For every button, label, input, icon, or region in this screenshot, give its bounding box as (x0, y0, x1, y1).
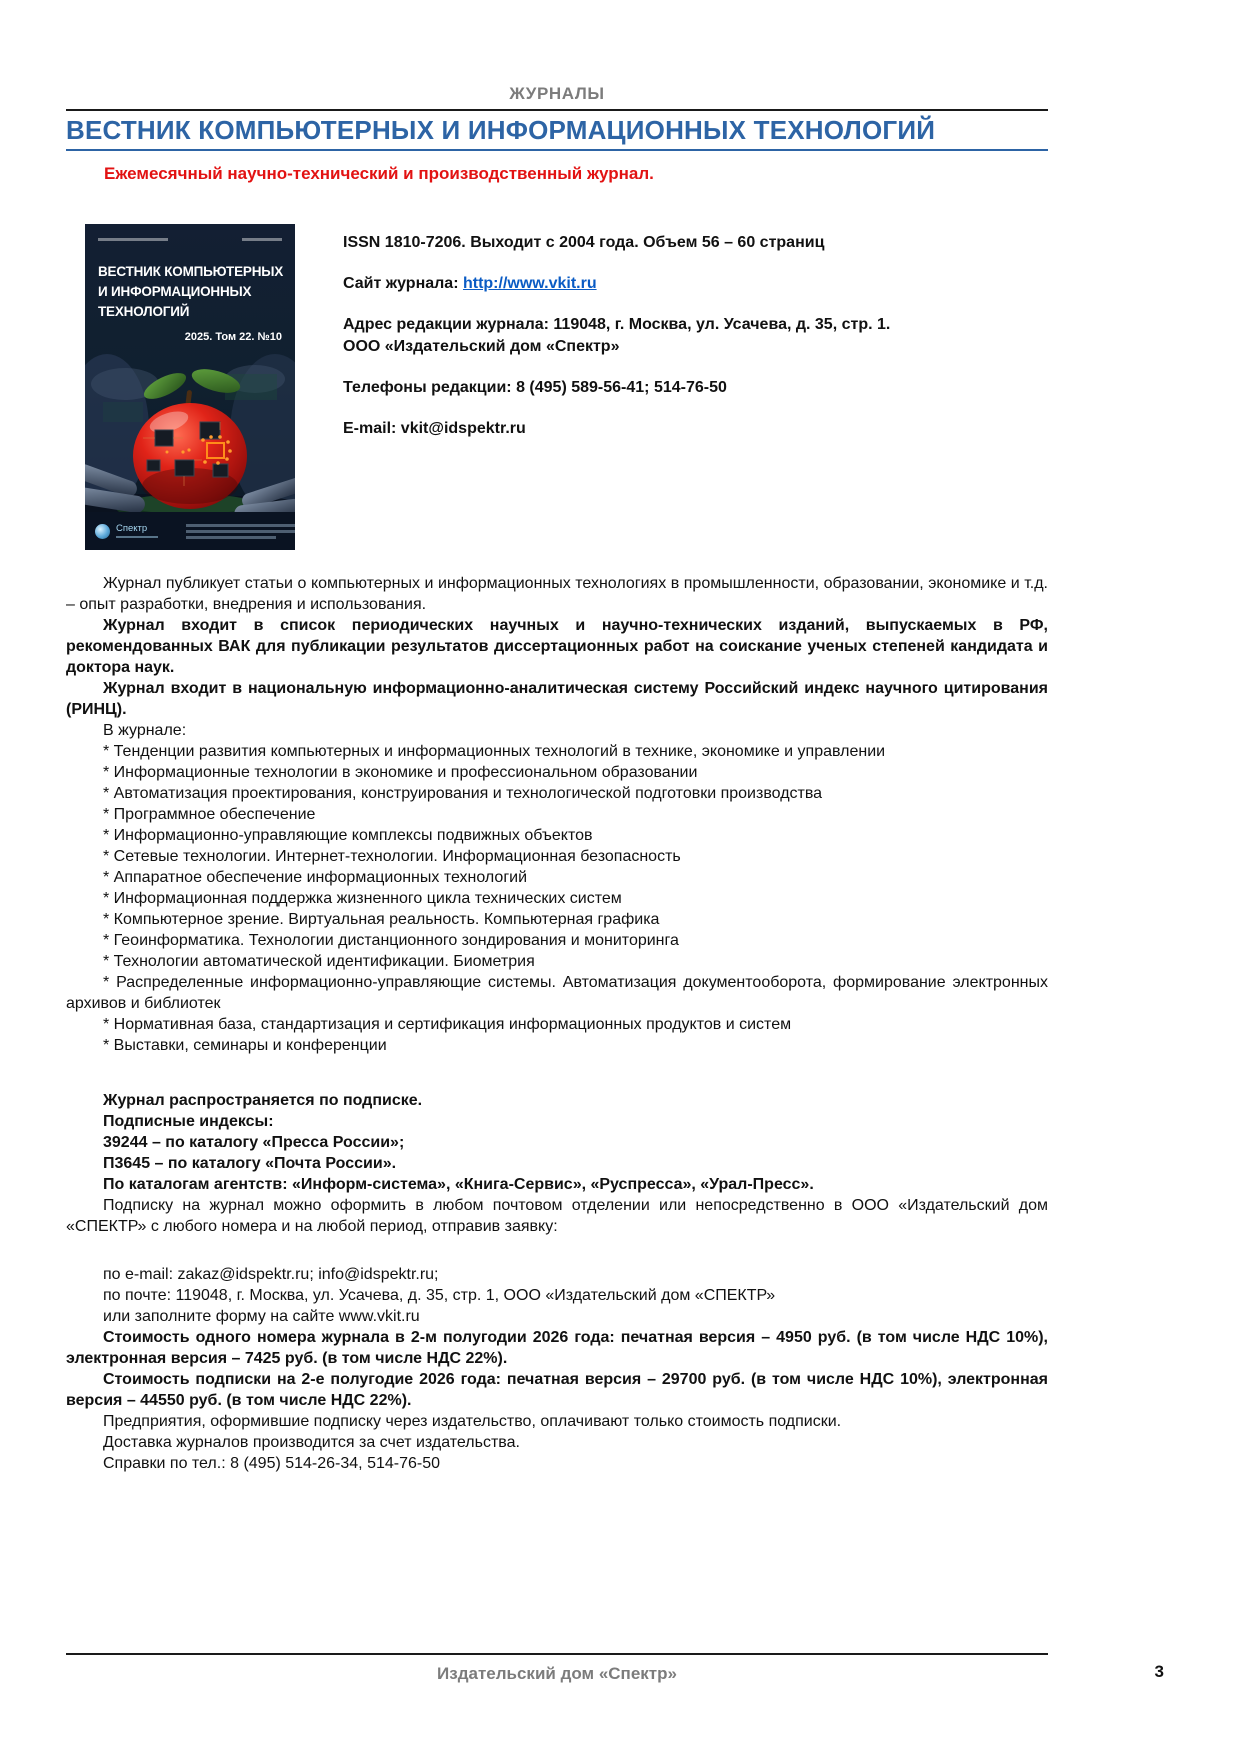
price-subscription: Стоимость подписки на 2-е полугодие 2026 года: печатная версия – 29700 руб. (в том числе НДС 10%), электронная версия – 44550 руб. (в том числе НДС 22%). (66, 1371, 1048, 1409)
cover-title-line1: ВЕСТНИК КОМПЬЮТЕРНЫХ (98, 264, 284, 279)
topic-item: * Информационно-управляющие комплексы подвижных объектов (103, 827, 593, 844)
cover-publisher-strip (85, 512, 295, 550)
topic-item: * Аппаратное обеспечение информационных технологий (103, 869, 528, 886)
site-label: Сайт журнала: (343, 275, 463, 292)
cover-issn-row (98, 238, 282, 241)
topic-item: * Информационная поддержка жизненного цикла технических систем (103, 890, 622, 907)
order-line: или заполните форму на сайте www.vkit.ru (103, 1308, 420, 1325)
subscription-line: По каталогам агентств: «Информ-система», «Книга-Сервис», «Руспресса», «Урал-Пресс». (103, 1176, 814, 1193)
site-link[interactable]: http://www.vkit.ru (462, 275, 597, 292)
phones-line: Телефоны редакции: 8 (495) 589-56-41; 514-76-50 (343, 379, 727, 396)
topic-item: * Геоинформатика. Технологии дистанционного зондирования и мониторинга (103, 932, 679, 949)
subscription-line: Журнал распространяется по подписке. (103, 1092, 423, 1109)
cover-micro-text (186, 524, 295, 539)
spektr-logo-text: Спектр (116, 523, 148, 534)
cover-issn-micro-left (98, 238, 168, 241)
email-line: E-mail: vkit@idspektr.ru (343, 420, 526, 437)
address-line2: ООО «Издательский дом «Спектр» (343, 338, 620, 355)
cover-micro-line (186, 530, 295, 533)
topic-item: * Автоматизация проектирования, конструирования и технологической подготовки производства (103, 785, 823, 802)
spektr-logo (116, 524, 158, 538)
help-phone-line: Справки по тел.: 8 (495) 514-26-34, 514-76-50 (103, 1455, 441, 1472)
content-column (66, 0, 1048, 1474)
note-enterprises: Предприятия, оформившие подписку через издательство, оплачивают только стоимость подписки. (103, 1413, 842, 1430)
section-kicker: ЖУРНАЛЫ (509, 84, 605, 103)
subscription-line: 39244 – по каталогу «Пресса России»; (103, 1134, 405, 1151)
order-line: по почте: 119048, г. Москва, ул. Усачева, д. 35, стр. 1, ООО «Издательский дом «СПЕКТР» (103, 1287, 776, 1304)
cover-title (98, 262, 287, 322)
topic-item: * Технологии автоматической идентификации. Биометрия (103, 953, 535, 970)
subscription-line: П3645 – по каталогу «Почта России». (103, 1155, 397, 1172)
topic-item: * Сетевые технологии. Интернет-технологии. Информационная безопасность (103, 848, 681, 865)
about-para-3: Журнал входит в национальную информационно-аналитическая систему Российский индекс научного цитирования (РИНЦ). (66, 680, 1048, 718)
topic-item: * Распределенные информационно-управляющие системы. Автоматизация документооборота, формирование электронных архивов и библиотек (66, 974, 1048, 1012)
order-lines-block (66, 1264, 1048, 1327)
body-text (66, 573, 1048, 1474)
cover-micro-line (186, 524, 295, 527)
about-para-1: Журнал публикует статьи о компьютерных и информационных технологиях в промышленности, образовании, экономике и т.д. – опыт разработки, внедрения и использования. (66, 575, 1048, 613)
cover-issn-micro-right (242, 238, 282, 241)
issn-line: ISSN 1810-7206. Выходит с 2004 года. Объем 56 – 60 страниц (343, 234, 825, 251)
header-rule (66, 109, 1048, 111)
journal-subtitle: Ежемесячный научно-технический и производственный журнал. (104, 164, 654, 183)
spektr-logo-subtext-bar (116, 536, 158, 538)
topic-item: * Выставки, семинары и конференции (103, 1037, 387, 1054)
topic-item: * Информационные технологии в экономике и профессиональном образовании (103, 764, 698, 781)
cover-micro-line (186, 536, 276, 539)
journal-cover (85, 224, 295, 550)
subscription-line: Подписные индексы: (103, 1113, 274, 1130)
cover-title-line2: И ИНФОРМАЦИОННЫХ ТЕХНОЛОГИЙ (98, 284, 252, 319)
price-single-issue: Стоимость одного номера журнала в 2-м полугодии 2026 года: печатная версия – 4950 руб. (в том числе НДС 10%), электронная версия – 7425 руб. (в том числе НДС 22%). (66, 1329, 1048, 1367)
topic-item: * Программное обеспечение (103, 806, 316, 823)
subscription-index-block (66, 1090, 1048, 1195)
site-line (343, 273, 890, 295)
topic-item: * Компьютерное зрение. Виртуальная реальность. Компьютерная графика (103, 911, 660, 928)
in-journal-label: В журнале: (103, 722, 187, 739)
topics-list (66, 741, 1048, 1056)
journal-info-block (343, 224, 890, 550)
topic-item: * Нормативная база, стандартизация и сертификация информационных продуктов и систем (103, 1016, 792, 1033)
note-delivery: Доставка журналов производится за счет издательства. (103, 1434, 520, 1451)
page-footer (66, 1653, 1048, 1684)
address-line1: Адрес редакции журнала: 119048, г. Москва, ул. Усачева, д. 35, стр. 1. (343, 316, 891, 333)
page-number: 3 (1154, 1662, 1164, 1681)
howto-para: Подписку на журнал можно оформить в любом почтовом отделении или непосредственно в ООО «Издательский дом «СПЕКТР» с любого номера и на любой период, отправив заявку: (66, 1197, 1048, 1235)
topic-item: * Тенденции развития компьютерных и информационных технологий в технике, экономике и управлении (103, 743, 886, 760)
order-line: по e-mail: zakaz@idspektr.ru; info@idspektr.ru; (103, 1266, 439, 1283)
cover-issue: 2025. Том 22. №10 (184, 331, 282, 343)
page-title: ВЕСТНИК КОМПЬЮТЕРНЫХ И ИНФОРМАЦИОННЫХ ТЕХНОЛОГИЙ (66, 115, 1048, 151)
footer-publisher: Издательский дом «Спектр» (437, 1664, 677, 1683)
spektr-logo-icon (95, 524, 110, 539)
about-para-2: Журнал входит в список периодических научных и научно-технических изданий, выпускаемых в РФ, рекомендованных ВАК для публикации результатов диссертационных работ на соискание ученых степеней кандидата и доктора наук. (66, 617, 1048, 676)
cover-and-info-row (66, 224, 1048, 550)
